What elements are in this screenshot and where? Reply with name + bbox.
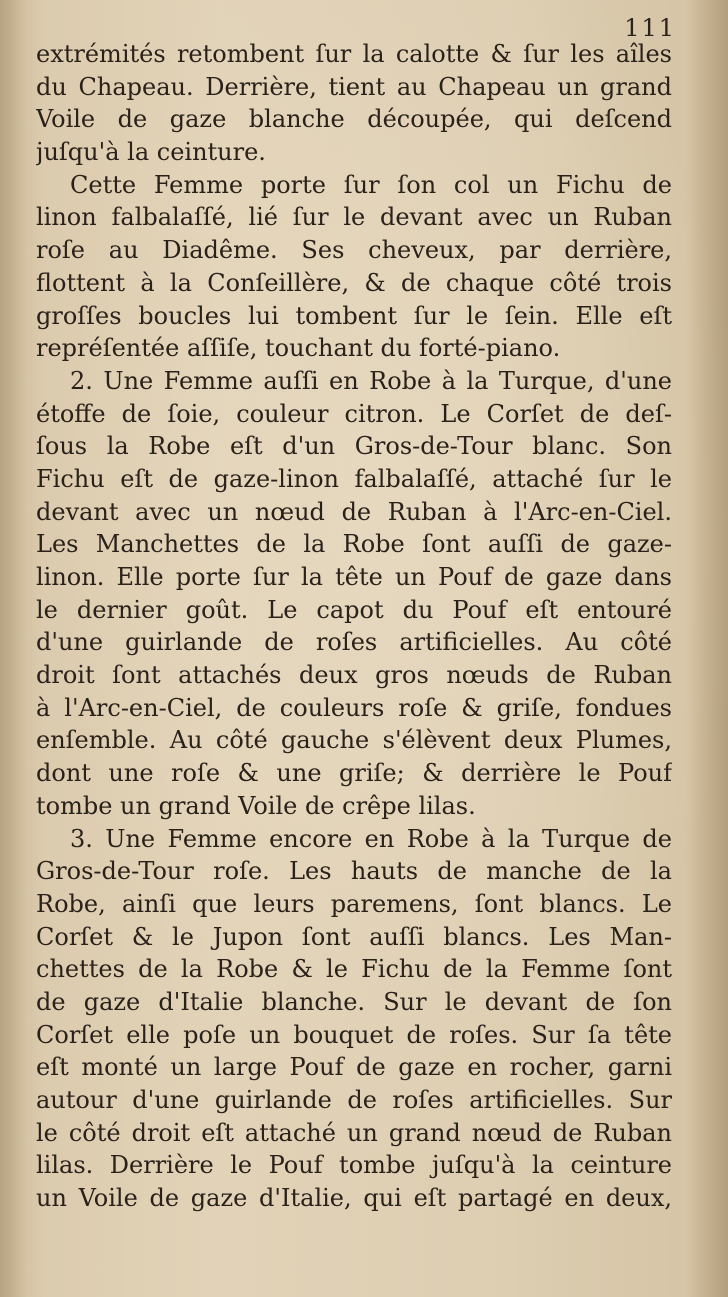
text-line-content: le dernier goût. Le capot du Pouf eſt entouré — [36, 595, 672, 624]
text-line-content: 3. Une Femme encore en Robe à la Turque de — [70, 824, 672, 853]
text-line — [36, 757, 672, 790]
text-line-content: de gaze d'Italie blanche. Sur le devant de ſon — [36, 987, 672, 1016]
text-line-content: ſous la Robe eſt d'un Gros-de-Tour blanc. Son — [36, 432, 672, 461]
text-line-content: Voile de gaze blanche découpée, qui deſcend — [36, 105, 672, 134]
text-line — [36, 267, 672, 300]
text-line — [36, 659, 672, 692]
text-line — [36, 463, 672, 496]
page-edge-shadow — [688, 0, 728, 1297]
text-line — [36, 692, 672, 725]
page-gutter-shadow — [0, 0, 26, 1297]
text-line — [36, 528, 672, 561]
text-line-content: repréſentée aſſiſe, touchant du forté-piano. — [36, 334, 561, 363]
text-line-content: Cette Femme porte ſur ſon col un Fichu de — [70, 170, 672, 199]
text-line-content: étoffe de ſoie, couleur citron. Le Corſet de deſ- — [36, 399, 672, 428]
text-line-content: le côté droit eſt attaché un grand nœud de Ruban — [36, 1118, 672, 1147]
text-line — [36, 169, 672, 202]
text-line — [36, 496, 672, 529]
text-line — [36, 953, 672, 986]
text-line — [36, 921, 672, 954]
text-line — [36, 1019, 672, 1052]
text-line — [36, 1117, 672, 1150]
text-line-content: extrémités retombent ſur la calotte & ſur les aîles — [36, 40, 672, 68]
text-line — [36, 855, 672, 888]
text-line — [36, 365, 672, 398]
text-line-content: un Voile de gaze d'Italie, qui eſt partagé en deux, — [36, 1184, 672, 1213]
text-line — [36, 103, 672, 136]
text-line — [36, 888, 672, 921]
page-number: 111 — [624, 14, 676, 42]
text-line — [36, 561, 672, 594]
text-line-content: dont une roſe & une griſe; & derrière le Pouf — [36, 759, 672, 788]
text-line-content: tombe un grand Voile de crêpe lilas. — [36, 791, 476, 820]
text-line — [36, 823, 672, 856]
text-line-content: linon falbalaſſé, lié ſur le devant avec un Ruban — [36, 203, 672, 232]
text-line — [36, 724, 672, 757]
text-line — [36, 300, 672, 333]
text-line — [36, 201, 672, 234]
text-line-content: juſqu'à la ceinture. — [36, 138, 266, 167]
text-line — [36, 398, 672, 431]
text-line-content: droit ſont attachés deux gros nœuds de Ruban — [36, 661, 672, 690]
text-line — [36, 1182, 672, 1215]
text-line-content: autour d'une guirlande de roſes artificielles. Sur — [36, 1086, 672, 1114]
text-line-content: devant avec un nœud de Ruban à l'Arc-en-Ciel. — [36, 497, 672, 526]
text-line — [36, 1051, 672, 1084]
text-line — [36, 71, 672, 104]
text-line-content: roſe au Diadême. Ses cheveux, par derrière, — [36, 236, 672, 265]
text-line-content: Les Manchettes de la Robe ſont auſſi de gaze- — [36, 530, 672, 559]
text-line — [36, 332, 672, 365]
text-line — [36, 1084, 672, 1117]
text-line-content: flottent à la Conſeillère, & de chaque côté trois — [36, 268, 672, 297]
text-line-content: 2. Une Femme auſſi en Robe à la Turque, d'une — [70, 366, 672, 395]
text-line-content: chettes de la Robe & le Fichu de la Femme ſont — [36, 955, 672, 984]
text-line-content: eſt monté un large Pouf de gaze en rocher, garni — [36, 1053, 672, 1082]
text-line-content: à l'Arc-en-Ciel, de couleurs roſe & griſe, fondues — [36, 693, 672, 722]
text-line — [36, 1149, 672, 1182]
text-line-content: enſemble. Au côté gauche s'élèvent deux Plumes, — [36, 726, 672, 755]
text-line-content: Fichu eſt de gaze-linon falbalaſſé, attaché ſur le — [36, 464, 672, 493]
text-line — [36, 986, 672, 1019]
text-line — [36, 594, 672, 627]
text-line — [36, 234, 672, 267]
body-text — [36, 38, 672, 1215]
text-line-content: Robe, ainſi que leurs paremens, ſont blancs. Le — [36, 889, 672, 918]
text-line-content: du Chapeau. Derrière, tient au Chapeau un grand — [36, 72, 672, 101]
text-line-content: d'une guirlande de roſes artificielles. Au côté — [36, 628, 672, 657]
text-line — [36, 790, 672, 823]
text-line-content: lilas. Derrière le Pouf tombe juſqu'à la ceinture — [36, 1151, 672, 1180]
text-line-content: linon. Elle porte ſur la tête un Pouf de gaze dans — [36, 563, 672, 591]
text-line — [36, 38, 672, 71]
text-line — [36, 626, 672, 659]
text-line — [36, 136, 672, 169]
text-line-content: Corſet elle poſe un bouquet de roſes. Sur ſa tête — [36, 1020, 672, 1049]
text-line — [36, 430, 672, 463]
text-line-content: Gros-de-Tour roſe. Les hauts de manche de la — [36, 857, 672, 886]
text-line-content: groſſes boucles lui tombent ſur le ſein. Elle eſt — [36, 301, 672, 330]
text-line-content: Corſet & le Jupon ſont auſſi blancs. Les Man- — [36, 922, 672, 951]
